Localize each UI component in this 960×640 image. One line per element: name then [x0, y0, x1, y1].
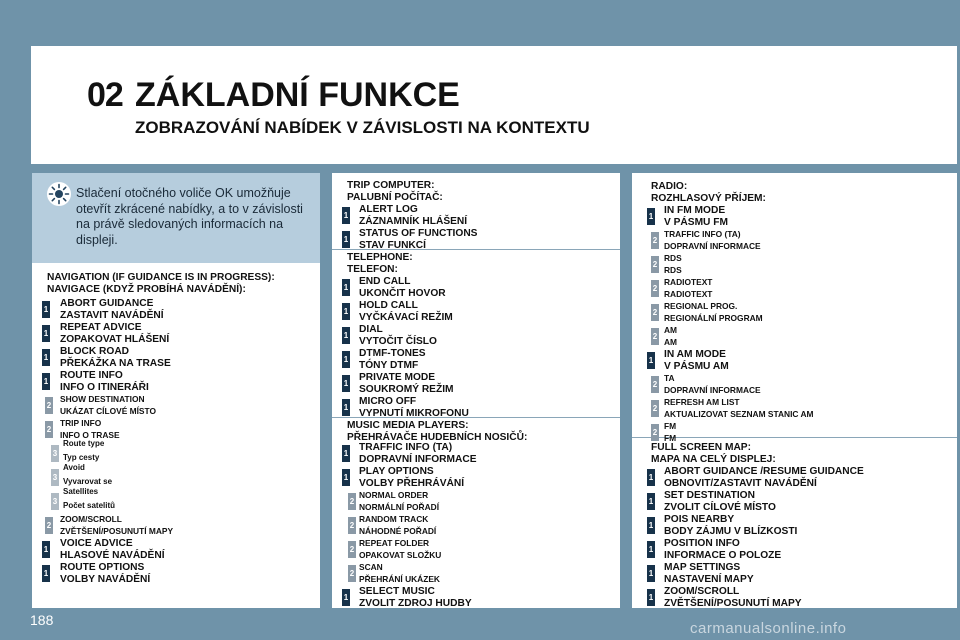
menu-item-line: Avoid — [63, 463, 85, 472]
level-badge: 1 — [342, 279, 350, 296]
menu-item — [359, 490, 439, 513]
menu-item-line: MICRO OFF — [359, 396, 417, 407]
level-badge: 1 — [42, 373, 50, 390]
level-badge: 2 — [45, 397, 53, 414]
menu-item-line: VYČKÁVACÍ REŽIM — [359, 311, 453, 323]
level-badge: 2 — [348, 493, 356, 510]
menu-item — [664, 421, 676, 444]
menu-item — [359, 442, 477, 465]
menu-item-line: DIAL — [359, 324, 383, 335]
menu-item — [60, 322, 169, 345]
watermark: carmanualsonline.info — [690, 620, 847, 637]
menu-item-line: VOLBY PŘEHRÁVÁNÍ — [359, 477, 465, 489]
menu-item-line: RADIOTEXT — [664, 288, 713, 299]
menu-item-line: TRIP INFO — [60, 418, 102, 428]
menu-item-line: Satellites — [63, 487, 99, 496]
menu-item — [63, 485, 115, 513]
section-title-line: ROZHLASOVÝ PŘÍJEM: — [651, 192, 766, 204]
menu-item-line: STATUS OF FUNCTIONS — [359, 228, 478, 239]
menu-item-line: HOLD CALL — [359, 300, 418, 311]
level-badge: 2 — [348, 541, 356, 558]
menu-item — [664, 514, 797, 537]
menu-item — [664, 229, 761, 252]
menu-item-line: DOPRAVNÍ INFORMACE — [359, 453, 477, 465]
level-badge: 2 — [651, 280, 659, 297]
menu-item — [359, 324, 437, 347]
menu-item-line: HLASOVÉ NAVÁDĚNÍ — [60, 549, 165, 561]
menu-item — [359, 300, 453, 323]
menu-item-line: ABORT GUIDANCE /RESUME GUIDANCE — [664, 466, 864, 477]
menu-item-line: NASTAVENÍ MAPY — [664, 573, 754, 585]
menu-item — [359, 396, 469, 419]
menu-item — [60, 346, 171, 369]
menu-item-line: BODY ZÁJMU V BLÍZKOSTI — [664, 525, 798, 537]
menu-item-line: TA — [664, 373, 675, 383]
radio-section-title — [651, 181, 766, 204]
menu-item-line: IN AM MODE — [664, 349, 726, 360]
menu-item-line: REPEAT ADVICE — [60, 322, 142, 333]
menu-item-line: TRAFFIC INFO (TA) — [359, 442, 453, 453]
menu-item — [359, 348, 426, 371]
menu-item-line: BLOCK ROAD — [60, 346, 130, 357]
menu-item-line: AKTUALIZOVAT SEZNAM STANIC AM — [664, 408, 814, 419]
menu-item-line: ZVĚTŠENÍ/POSUNUTÍ MAPY — [664, 597, 802, 609]
level-badge: 1 — [342, 445, 350, 462]
menu-item-line: NÁHODNÉ POŘADÍ — [359, 525, 437, 536]
music-section-title — [347, 420, 527, 443]
level-badge: 2 — [45, 517, 53, 534]
menu-item-line: DTMF-TONES — [359, 348, 426, 359]
trip-section-title — [347, 180, 443, 203]
phone-section-title — [347, 252, 413, 275]
menu-item-line: UKÁZAT CÍLOVÉ MÍSTO — [60, 405, 157, 416]
menu-item-line: SCAN — [359, 562, 383, 572]
menu-item-line: NORMAL ORDER — [359, 490, 429, 500]
menu-item-line: ZOOM/SCROLL — [60, 514, 122, 524]
menu-item-line: POIS NEARBY — [664, 514, 735, 525]
level-badge: 2 — [651, 400, 659, 417]
level-badge: 1 — [647, 565, 655, 582]
menu-item-line: SELECT MUSIC — [359, 586, 435, 597]
menu-item-line: Route type — [63, 439, 105, 448]
section-title-line: NAVIGATION (IF GUIDANCE IS IN PROGRESS): — [47, 272, 275, 283]
level-badge: 1 — [342, 207, 350, 224]
menu-item — [664, 253, 682, 276]
section-title-line: TELEPHONE: — [347, 252, 413, 263]
menu-item — [60, 298, 164, 321]
menu-item-line: PŘEKÁŽKA NA TRASE — [60, 357, 171, 369]
menu-item-line: NORMÁLNÍ POŘADÍ — [359, 501, 440, 512]
menu-item — [359, 538, 441, 561]
menu-item-line: REGIONAL PROG. — [664, 301, 738, 311]
level-badge: 2 — [651, 376, 659, 393]
page-title: ZÁKLADNÍ FUNKCE — [135, 76, 460, 114]
menu-item-line: STAV FUNKCÍ — [359, 239, 426, 251]
menu-item-line: POSITION INFO — [664, 538, 740, 549]
menu-item-line: OBNOVIT/ZASTAVIT NAVÁDĚNÍ — [664, 477, 817, 489]
menu-item-line: TÓNY DTMF — [359, 359, 419, 371]
level-badge: 1 — [342, 375, 350, 392]
menu-item-line: REFRESH AM LIST — [664, 397, 740, 407]
menu-item-line: ABORT GUIDANCE — [60, 298, 154, 309]
level-badge: 2 — [651, 256, 659, 273]
menu-item-line: OPAKOVAT SLOŽKU — [359, 549, 442, 560]
menu-item-line: FM — [664, 432, 677, 443]
menu-item — [664, 586, 802, 609]
menu-item-line: AM — [664, 336, 678, 347]
section-title-line: FULL SCREEN MAP: — [651, 442, 751, 453]
level-badge: 1 — [647, 517, 655, 534]
menu-item-line: REPEAT FOLDER — [359, 538, 430, 548]
menu-item — [359, 228, 477, 251]
menu-item — [359, 562, 440, 585]
menu-item-line: TRAFFIC INFO (TA) — [664, 229, 741, 239]
menu-item — [664, 325, 677, 348]
level-badge: 2 — [348, 565, 356, 582]
tip-box — [32, 173, 320, 263]
menu-item-line: ZÁZNAMNÍK HLÁŠENÍ — [359, 215, 468, 227]
section-title-line: MUSIC MEDIA PLAYERS: — [347, 420, 469, 431]
level-badge: 1 — [647, 589, 655, 606]
menu-item-line: ZVOLIT ZDROJ HUDBY — [359, 597, 472, 609]
level-badge: 1 — [342, 469, 350, 486]
menu-item-line: RANDOM TRACK — [359, 514, 429, 524]
level-badge: 1 — [42, 349, 50, 366]
menu-item-line: V PÁSMU AM — [664, 360, 729, 372]
level-badge: 1 — [647, 208, 655, 225]
menu-item-line: ROUTE OPTIONS — [60, 562, 145, 573]
level-badge: 1 — [647, 352, 655, 369]
menu-item — [60, 514, 173, 537]
menu-item — [359, 514, 436, 537]
menu-item — [60, 394, 156, 417]
level-badge: 2 — [45, 421, 53, 438]
menu-item-line: UKONČIT HOVOR — [359, 287, 446, 299]
level-badge: 3 — [51, 469, 59, 486]
menu-item-line: SET DESTINATION — [664, 490, 755, 501]
menu-item-line: PŘEHRÁNÍ UKÁZEK — [359, 573, 440, 584]
level-badge: 1 — [342, 327, 350, 344]
menu-item-line: VYTOČIT ČÍSLO — [359, 335, 437, 347]
menu-item-line: MAP SETTINGS — [664, 562, 741, 573]
level-badge: 1 — [647, 469, 655, 486]
menu-item-line: ZVOLIT CÍLOVÉ MÍSTO — [664, 501, 776, 513]
section-title-line: TELEFON: — [347, 263, 398, 275]
menu-item-line: Typ cesty — [63, 453, 100, 462]
menu-item — [359, 586, 472, 609]
menu-item — [664, 205, 728, 228]
menu-item-line: VOICE ADVICE — [60, 538, 133, 549]
level-badge: 2 — [651, 424, 659, 441]
menu-item-line: ZOOM/SCROLL — [664, 586, 740, 597]
menu-item-line: ZOPAKOVAT HLÁŠENÍ — [60, 333, 170, 345]
menu-item-line: V PÁSMU FM — [664, 216, 728, 228]
map-section-title — [651, 442, 776, 465]
menu-item — [664, 466, 864, 489]
menu-item-line: PRIVATE MODE — [359, 372, 436, 383]
section-title-line: MAPA NA CELÝ DISPLEJ: — [651, 453, 776, 465]
level-badge: 3 — [51, 493, 59, 510]
menu-item-line: VOLBY NAVÁDĚNÍ — [60, 573, 151, 585]
tip-text: Stlačení otočného voliče OK umožňuje otevřít zkrácené nabídky, a to v závislosti na právě sledovaných informacích na displeji. — [76, 186, 303, 247]
menu-item-line: RDS — [664, 264, 682, 275]
level-badge: 1 — [342, 589, 350, 606]
menu-item — [359, 204, 467, 227]
level-badge: 1 — [342, 231, 350, 248]
menu-item-line: REGIONÁLNÍ PROGRAM — [664, 312, 763, 323]
section-title-line: RADIO: — [651, 181, 688, 192]
section-title-line: PŘEHRÁVAČE HUDEBNÍCH NOSIČŮ: — [347, 431, 528, 443]
level-badge: 1 — [647, 493, 655, 510]
menu-item-line: Počet satelitů — [63, 501, 116, 510]
menu-item — [664, 562, 754, 585]
menu-item-line: Vyvarovat se — [63, 477, 113, 486]
section-title-line: TRIP COMPUTER: — [347, 180, 435, 191]
menu-item — [60, 370, 149, 393]
header-panel — [31, 46, 957, 164]
menu-item — [664, 397, 814, 420]
menu-item — [664, 277, 712, 300]
menu-item — [664, 373, 761, 396]
menu-item-line: INFORMACE O POLOZE — [664, 549, 782, 561]
level-badge: 1 — [42, 325, 50, 342]
menu-item — [664, 301, 763, 324]
divider — [632, 437, 957, 438]
level-badge: 2 — [651, 232, 659, 249]
menu-item — [359, 372, 454, 395]
menu-item-line: SHOW DESTINATION — [60, 394, 145, 404]
menu-item — [359, 466, 464, 489]
menu-item-line: END CALL — [359, 276, 411, 287]
menu-item-line: RADIOTEXT — [664, 277, 713, 287]
menu-item-line: DOPRAVNÍ INFORMACE — [664, 240, 761, 251]
section-title-line: NAVIGACE (KDYŽ PROBÍHÁ NAVÁDĚNÍ): — [47, 283, 246, 295]
menu-item-line: INFO O ITINERÁŘI — [60, 381, 149, 393]
page-number: 188 — [30, 612, 54, 628]
level-badge: 2 — [348, 517, 356, 534]
menu-item-line: AM — [664, 325, 678, 335]
nav-section-title — [47, 272, 275, 295]
page-subtitle: ZOBRAZOVÁNÍ NABÍDEK V ZÁVISLOSTI NA KONTEXTU — [135, 118, 590, 137]
menu-item-line: ALERT LOG — [359, 204, 418, 215]
level-badge: 1 — [647, 541, 655, 558]
menu-item-line: IN FM MODE — [664, 205, 726, 216]
level-badge: 1 — [42, 301, 50, 318]
menu-item-line: FM — [664, 421, 677, 431]
menu-item-line: INFO O TRASE — [60, 429, 120, 440]
menu-item — [359, 276, 446, 299]
section-title-line: PALUBNÍ POČÍTAČ: — [347, 191, 443, 203]
level-badge: 1 — [342, 399, 350, 416]
menu-item-line: RDS — [664, 253, 682, 263]
menu-item — [60, 538, 165, 561]
menu-item-line: PLAY OPTIONS — [359, 466, 434, 477]
chapter-number: 02 — [87, 76, 123, 114]
menu-item-line: DOPRAVNÍ INFORMACE — [664, 384, 761, 395]
level-badge: 1 — [342, 303, 350, 320]
menu-item-line: ZVĚTŠENÍ/POSUNUTÍ MAPY — [60, 525, 174, 536]
level-badge: 1 — [342, 351, 350, 368]
menu-item — [664, 538, 781, 561]
menu-item-line: ZASTAVIT NAVÁDĚNÍ — [60, 309, 164, 321]
level-badge: 1 — [42, 541, 50, 558]
level-badge: 1 — [42, 565, 50, 582]
menu-item-line: VYPNUTÍ MIKROFONU — [359, 407, 469, 419]
level-badge: 3 — [51, 445, 59, 462]
menu-item — [60, 562, 150, 585]
menu-item-line: SOUKROMÝ REŽIM — [359, 383, 454, 395]
level-badge: 2 — [651, 304, 659, 321]
menu-item — [664, 490, 776, 513]
level-badge: 2 — [651, 328, 659, 345]
menu-item-line: ROUTE INFO — [60, 370, 123, 381]
sun-icon — [46, 181, 72, 207]
menu-item — [664, 349, 729, 372]
